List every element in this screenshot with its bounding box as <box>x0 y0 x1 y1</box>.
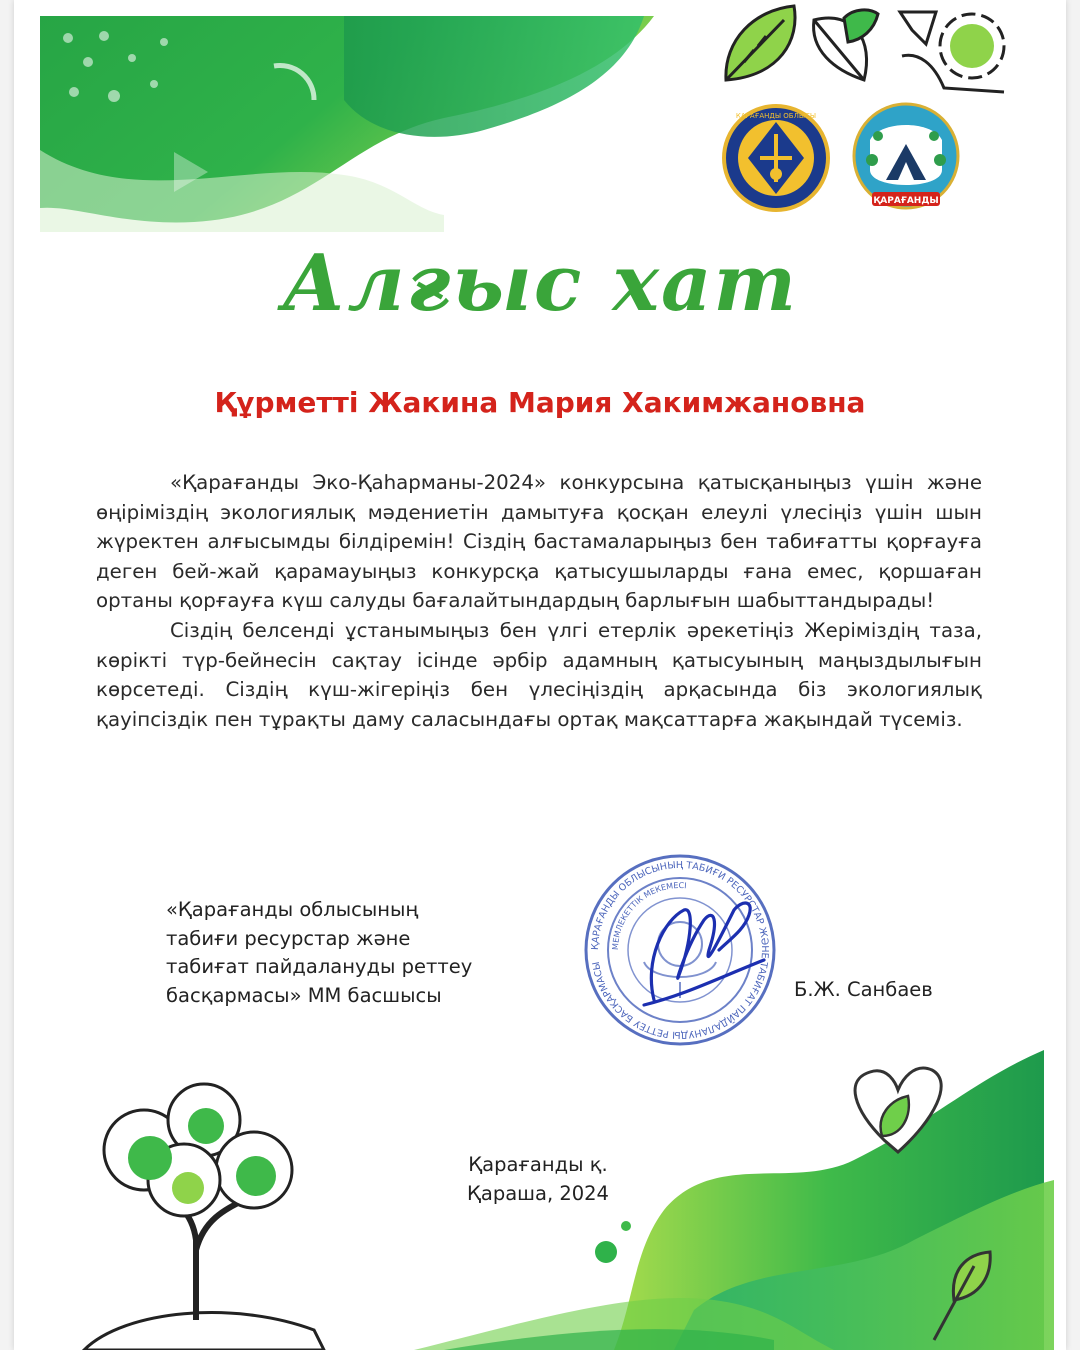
tree-illustration <box>84 1080 334 1350</box>
position-line: «Қарағанды облысының <box>166 898 419 921</box>
recipient-name: Құрметті Жакина Мария Хакимжановна <box>214 386 866 419</box>
position-line: басқармасы» ММ басшысы <box>166 983 442 1007</box>
place-and-date <box>414 1150 662 1208</box>
leaf-icon <box>726 6 795 80</box>
signature-icon <box>624 880 774 1020</box>
body-paragraph: Сіздің белсенді ұстанымыңыз бен үлгі етерлік әрекетіңіз Жеріміздің таза, көрікті түр-бейнесін сақтау ісінде әрбір адамның қатысуының маңыздылығын көрсетеді. Сіздің күш-жігеріңіз бен үлесіңіздің арқасында біз экологиялық қауіпсіздік пен тұрақты даму саласындағы ортақ мақсаттарға жақындай түсеміз. <box>96 618 982 731</box>
leaf-icons-group <box>714 0 1034 105</box>
svg-text:ҚАРАҒАНДЫ ОБЛЫСЫ: ҚАРАҒАНДЫ ОБЛЫСЫ <box>735 112 817 120</box>
svg-text:МЕМЛЕКЕТТІК МЕКЕМЕСІ: МЕМЛЕКЕТТІК МЕКЕМЕСІ <box>610 880 687 951</box>
position-line: табиғи ресурстар және <box>166 926 411 950</box>
signatory-position <box>166 896 546 1010</box>
leaf-icon <box>814 10 878 80</box>
date-label: Қараша, 2024 <box>467 1182 609 1205</box>
signatory-name: Б.Ж. Санбаев <box>794 978 933 1001</box>
karaganda-region-emblem <box>722 104 830 212</box>
top-wave-decoration <box>14 0 734 240</box>
gear-icon <box>940 14 1004 78</box>
karaganda-city-emblem <box>850 100 962 214</box>
body-paragraph: «Қарағанды Эко-Қаһарманы-2024» конкурсына қатысқаныңыз үшін және өңіріміздің экологиялық мәдениетін дамытуға қосқан елеулі үлесіңіз үшін шын жүректен алғысымды білдіремін! Сіздің бастамаларыңыз бен табиғатты қорғауға деген бей-жай қарамауыңыз конкурсқа қатысушыларды ғана емес, қоршаған ортаны қорғауға күш салуды бағалайтындардың барлығын шабыттандырады! <box>96 471 982 613</box>
position-line: табиғат пайдалануды реттеу <box>166 955 473 978</box>
svg-text:ҚАРАҒАНДЫ: ҚАРАҒАНДЫ <box>873 196 939 206</box>
certificate-title: Алғыс хат <box>281 238 799 329</box>
city-label: Қарағанды қ. <box>468 1153 608 1176</box>
body-text <box>96 468 982 734</box>
svg-text:ҚАРАҒАНДЫ ОБЛЫСЫНЫҢ ТАБИҒИ РЕС: ҚАРАҒАНДЫ ОБЛЫСЫНЫҢ ТАБИҒИ РЕСУРСТАР ЖӘНЕ ТАБИҒАТ ПАЙДАЛАНУДЫ РЕТТЕУ БАСҚАРМАСЫ <box>589 859 771 1041</box>
certificate-sheet <box>14 0 1066 1350</box>
